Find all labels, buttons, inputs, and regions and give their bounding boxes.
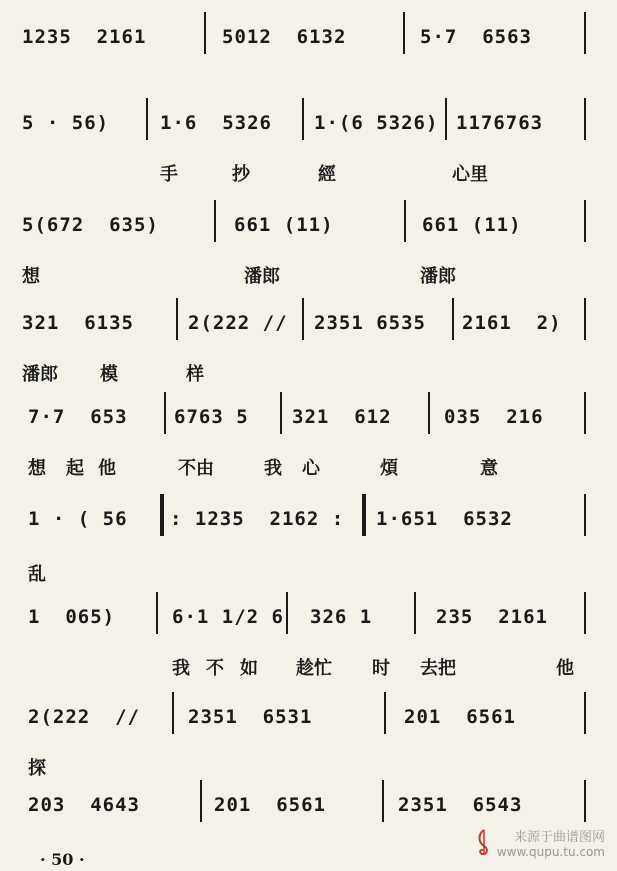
- lyric-char: 手: [160, 164, 178, 185]
- barline: [200, 780, 202, 822]
- measure: 201 6561: [404, 706, 516, 728]
- measure: 1176763: [456, 112, 544, 134]
- notes-line: [0, 592, 617, 632]
- lyric-char: 如: [240, 658, 258, 679]
- barline: [584, 12, 586, 54]
- lyric-char: 潘郎: [420, 266, 456, 287]
- measure: 2351 6543: [398, 794, 523, 816]
- barline: [584, 98, 586, 140]
- barline: [403, 12, 405, 54]
- lyric-char: 潘郎: [244, 266, 280, 287]
- barline: [146, 98, 148, 140]
- notes-line: [0, 780, 617, 820]
- lyric-char: 乱: [28, 564, 46, 585]
- measure: 326 1: [310, 606, 373, 628]
- page-number: · 50 ·: [40, 850, 85, 869]
- lyrics-line: [0, 360, 617, 388]
- measure: 5012 6132: [222, 26, 347, 48]
- barline: [452, 298, 454, 340]
- measure: 5 · 56): [22, 112, 110, 134]
- measure: 5(672 635): [22, 214, 159, 236]
- notes-line: [0, 298, 617, 338]
- measure: 321 6135: [22, 312, 134, 334]
- measure: 2161 2): [462, 312, 562, 334]
- measure: 2(222 //: [28, 706, 140, 728]
- barline: [172, 692, 174, 734]
- lyric-char: 想: [28, 458, 46, 479]
- lyric-char: 趁忙: [296, 658, 332, 679]
- lyric-char: 样: [186, 364, 204, 385]
- measure: 2351 6535: [314, 312, 426, 334]
- measure: 1 · ( 56: [28, 508, 128, 530]
- lyric-char: 潘郎: [22, 364, 58, 385]
- barline: [286, 592, 288, 634]
- watermark-text: 来源于曲谱图网: [513, 830, 605, 845]
- lyric-char: 抄: [232, 164, 250, 185]
- lyric-char: 模: [100, 364, 118, 385]
- lyric-char: 意: [480, 458, 498, 479]
- measure: 1 065): [28, 606, 116, 628]
- lyric-char: 起: [66, 458, 84, 479]
- measure: 7·7 653: [28, 406, 128, 428]
- barline: [204, 12, 206, 54]
- barline: [584, 392, 586, 434]
- lyrics-line: [0, 454, 617, 482]
- barline: [382, 780, 384, 822]
- lyric-char: 心里: [452, 164, 488, 185]
- lyric-char: 他: [98, 458, 116, 479]
- barline: [302, 298, 304, 340]
- measure: 6·1 1/2 6: [172, 606, 284, 628]
- barline: [280, 392, 282, 434]
- barline: [584, 298, 586, 340]
- lyrics-line: [0, 160, 617, 188]
- lyric-char: 心: [302, 458, 320, 479]
- measure: 6763 5: [174, 406, 249, 428]
- notes-line: [0, 692, 617, 732]
- lyrics-line: [0, 654, 617, 682]
- barline: [302, 98, 304, 140]
- watermark-url: www.qupu.tu.com: [496, 845, 605, 859]
- notes-line: [0, 392, 617, 432]
- barline: [428, 392, 430, 434]
- barline: [584, 692, 586, 734]
- barline: [584, 494, 586, 536]
- measure: 2351 6531: [188, 706, 313, 728]
- measure: 321 612: [292, 406, 392, 428]
- lyric-char: 不由: [178, 458, 214, 479]
- lyric-char: 經: [318, 164, 336, 185]
- notes-line: [0, 98, 617, 138]
- lyric-char: 我: [172, 658, 190, 679]
- barline: [584, 200, 586, 242]
- measure: 201 6561: [214, 794, 326, 816]
- notes-line: [0, 494, 617, 534]
- lyric-char: 想: [22, 266, 40, 287]
- lyric-char: 不: [206, 658, 224, 679]
- lyrics-line: [0, 560, 617, 588]
- measure: 2(222 //: [188, 312, 288, 334]
- measure: 661 (11): [234, 214, 334, 236]
- measure: 035 216: [444, 406, 544, 428]
- measure: 1235 2161: [22, 26, 147, 48]
- lyric-char: 他: [556, 658, 574, 679]
- measure: : 1235 2162 :: [170, 508, 345, 530]
- barline: [164, 392, 166, 434]
- barline: [414, 592, 416, 634]
- barline: [584, 780, 586, 822]
- barline: [156, 592, 158, 634]
- lyric-char: 我: [264, 458, 282, 479]
- repeat-barline: [160, 494, 164, 536]
- lyric-char: 去把: [420, 658, 456, 679]
- lyrics-line: [0, 754, 617, 782]
- barline: [384, 692, 386, 734]
- treble-clef-icon: [473, 828, 493, 858]
- barline: [445, 98, 447, 140]
- measure: 661 (11): [422, 214, 522, 236]
- repeat-barline: [362, 494, 366, 536]
- measure: 5·7 6563: [420, 26, 532, 48]
- lyric-char: 煩: [380, 458, 398, 479]
- lyrics-line: [0, 262, 617, 290]
- watermark: [497, 826, 605, 859]
- measure: 1·6 5326: [160, 112, 272, 134]
- lyric-char: 探: [28, 758, 46, 779]
- measure: 235 2161: [436, 606, 548, 628]
- measure: 1·(6 5326): [314, 112, 439, 134]
- barline: [404, 200, 406, 242]
- lyric-char: 时: [372, 658, 390, 679]
- measure: 1·651 6532: [376, 508, 513, 530]
- notes-line: [0, 12, 617, 52]
- measure: 203 4643: [28, 794, 140, 816]
- barline: [176, 298, 178, 340]
- barline: [214, 200, 216, 242]
- notes-line: [0, 200, 617, 240]
- barline: [584, 592, 586, 634]
